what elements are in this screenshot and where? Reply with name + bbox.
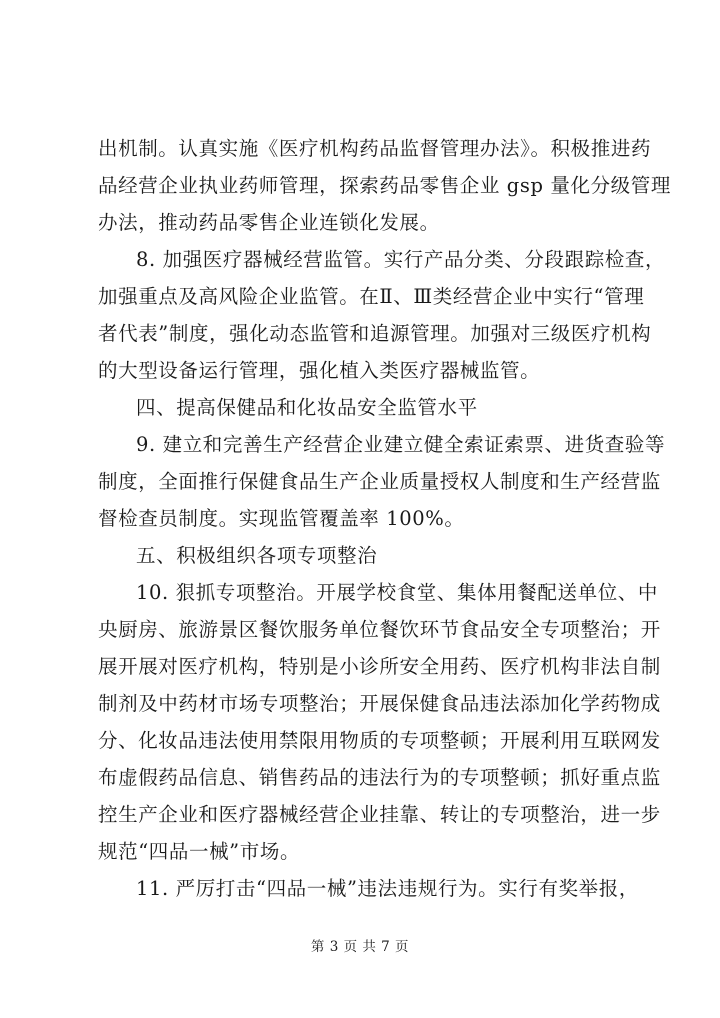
body-line: 督检查员制度。实现监管覆盖率 100%。 [98,507,465,530]
section-heading: 五、积极组织各项专项整治 [136,544,378,567]
body-line: 展开展对医疗机构，特别是小诊所安全用药、医疗机构非法自制 [98,655,661,678]
body-line: 者代表”制度，强化动态监管和追源管理。加强对三级医疗机构 [98,322,652,345]
body-line: 办法，推动药品零售企业连锁化发展。 [98,211,440,234]
body-line: 11. 严厉打击“四品一械”违法违规行为。实行有奖举报， [136,877,639,900]
body-line: 加强重点及高风险企业监管。在Ⅱ、Ⅲ类经营企业中实行“管理 [98,285,645,308]
body-line: 10. 狠抓专项整治。开展学校食堂、集体用餐配送单位、中 [136,581,659,604]
page-number-footer: 第 3 页 共 7 页 [310,939,410,955]
body-line: 央厨房、旅游景区餐饮服务单位餐饮环节食品安全专项整治；开 [98,618,661,641]
body-line: 制度，全面推行保健食品生产企业质量授权人制度和生产经营监 [98,470,661,493]
body-line: 控生产企业和医疗器械经营企业挂靠、转让的专项整治，进一步 [98,803,661,826]
body-line: 9. 建立和完善生产经营企业建立健全索证索票、进货查验等 [136,433,666,456]
body-line: 品经营企业执业药师管理，探索药品零售企业 gsp 量化分级管理 [98,174,671,197]
body-line: 制剂及中药材市场专项整治；开展保健食品违法添加化学药物成 [98,692,661,715]
section-heading: 四、提高保健品和化妆品安全监管水平 [136,396,478,419]
body-line: 的大型设备运行管理，强化植入类医疗器械监管。 [98,359,541,382]
body-line: 8. 加强医疗器械经营监管。实行产品分类、分段跟踪检查， [136,248,666,271]
body-line: 布虚假药品信息、销售药品的违法行为的专项整顿；抓好重点监 [98,766,661,789]
body-line: 出机制。认真实施《医疗机构药品监督管理办法》。积极推进药 [98,137,652,160]
body-line: 分、化妆品违法使用禁限用物质的专项整顿；开展利用互联网发 [98,729,661,752]
body-line: 规范“四品一械”市场。 [98,840,301,863]
